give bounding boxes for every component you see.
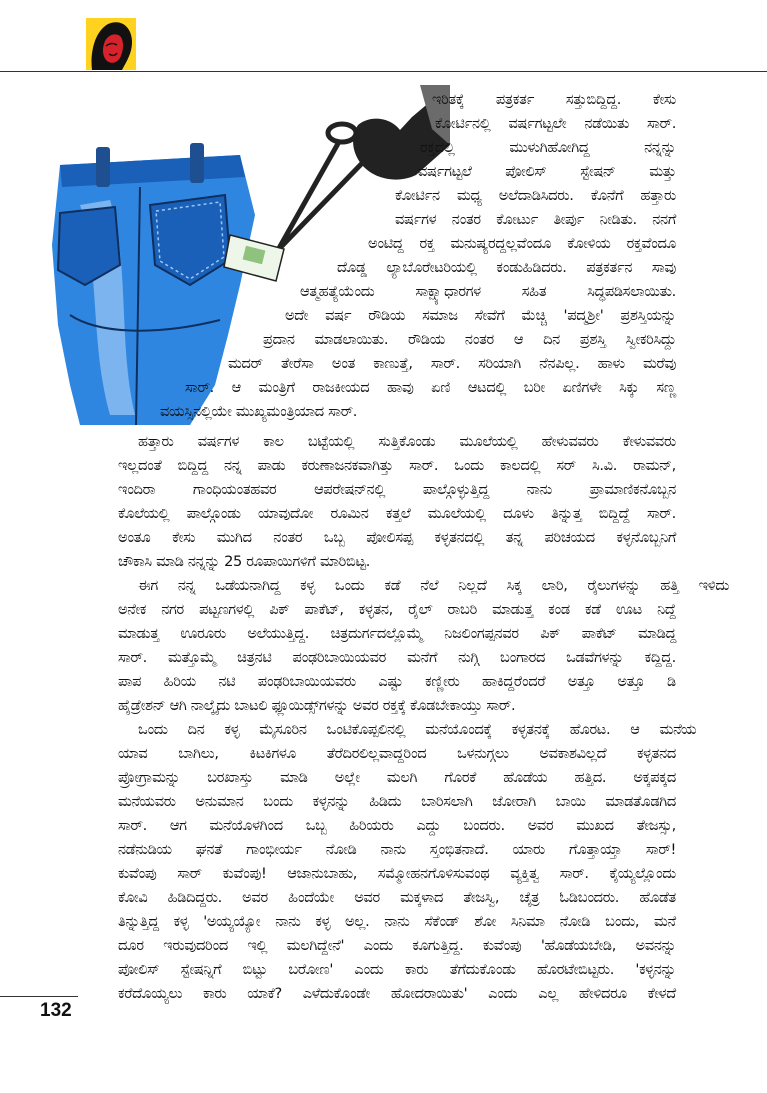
wrapped-text-line: ಅಂಟಿದ್ದ ರಕ್ತ ಮನುಷ್ಯರದ್ದಲ್ಲವೆಂದೂ ಕೋಳಿಯ ರಕ್ತವೆಂದೂ — [368, 235, 676, 252]
paragraph-text-line: ಅಂತೂ ಕೇಸು ಮುಗಿದ ನಂತರ ಒಬ್ಬ ಪೋಲಿಸಪ್ಪ ಕಳ್ಳತನದಲ್ಲಿ ತನ್ನ ಪರಿಚಯದ ಕಳ್ಳನೊಬ್ಬನಿಗೆ — [118, 529, 676, 546]
header-rule — [0, 71, 767, 72]
wrapped-text-line: ವರ್ಷಗಟ್ಟಲೆ ಪೋಲಿಸ್ ಸ್ಟೇಷನ್ ಮತ್ತು — [418, 163, 676, 180]
page-number: 132 — [40, 1000, 72, 1021]
wrapped-text-line: ಪ್ರದಾನ ಮಾಡಲಾಯಿತು. ರೌಡಿಯ ನಂತರ ಆ ದಿನ ಪ್ರಶಸ್ತಿ ಸ್ವೀಕರಿಸಿದ್ದು — [263, 331, 676, 348]
wrapped-text-line: ದೊಡ್ಡ ಲ್ಯಾಬೊರೇಟರಿಯಲ್ಲಿ ಕಂಡುಹಿಡಿದರು. ಪತ್ರಕರ್ತನ ಸಾವು — [337, 259, 676, 276]
paragraph-text-line: ಇಲ್ಲದಂತೆ ಬಿದ್ದಿದ್ದ ನನ್ನ ಪಾಡು ಕರುಣಾಜನಕವಾಗಿತ್ತು ಸಾರ್. ಒಂದು ಕಾಲದಲ್ಲಿ ಸರ್ ಸಿ.ವಿ. ರಾಮನ್, — [118, 457, 676, 474]
paragraph-text-line: ಕೋವಿ ಹಿಡಿದಿದ್ದರು. ಅವರ ಹಿಂದೆಯೇ ಅವರ ಮಕ್ಕಳಾದ ತೇಜಸ್ವಿ, ಚೈತ್ರ ಓಡಿಬಂದರು. ಹೊಡೆತ — [118, 889, 676, 906]
footer-rule — [0, 996, 78, 997]
paragraph-text-line: ಹತ್ತಾರು ವರ್ಷಗಳ ಕಾಲ ಬಟ್ಟೆಯಲ್ಲಿ ಸುತ್ತಿಕೊಂಡು ಮೂಲೆಯಲ್ಲಿ ಹೇಳುವವರು ಕೇಳುವವರು — [138, 433, 676, 450]
woman-face-logo-icon — [86, 18, 136, 70]
paragraph-text-line: ಮಾಡುತ್ತ ಊರೂರು ಅಲೆಯುತ್ತಿದ್ದ. ಚಿತ್ರದುರ್ಗದಲ್ಲೊಮ್ಮೆ ನಿಜಲಿಂಗಪ್ಪನವರ ಪಿಕ್ ಪಾಕೆಟ್ ಮಾಡಿದ್ದ — [118, 625, 676, 642]
paragraph-text-line: ಕುವೆಂಪು ಸಾರ್ ಕುವೆಂಪು! ಆಜಾನುಬಾಹು, ಸಮ್ಮೋಹನಗೊಳಿಸುವಂಥ ವ್ಯಕ್ತಿತ್ವ ಸಾರ್. ಕೈಯ್ಯಲ್ಲೊಂದು — [118, 865, 676, 882]
paragraph-text-line: ಕರೆದೊಯ್ಯಲು ಕಾರು ಯಾಕೆ? ಎಳೆದುಕೊಂಡೇ ಹೋದರಾಯಿತು' ಎಂದು ಎಲ್ಲ ಹೇಳಿದರೂ ಕೇಳದೆ — [118, 985, 676, 1002]
wrapped-text-line: ಕೋರ್ಟಿನಲ್ಲಿ ವರ್ಷಗಟ್ಟಲೇ ನಡೆಯಿತು ಸಾರ್. — [435, 115, 676, 132]
paragraph-text-line: ಕೊಲೆಯಲ್ಲಿ ಪಾಲ್ಗೊಂಡು ಯಾವುದೋ ರೂಮಿನ ಕತ್ತಲೆ ಮೂಲೆಯಲ್ಲಿ ದೂಳು ತಿನ್ನುತ್ತ ಬಿದ್ದಿದ್ದೆ ಸಾರ್. — [118, 505, 676, 522]
paragraph-text-line: ದೂರ ಇರುವುದರಿಂದ ಇಲ್ಲಿ ಮಲಗಿದ್ದೇನೆ' ಎಂದು ಕೂಗುತ್ತಿದ್ದ. ಕುವೆಂಪು 'ಹೊಡೆಯಬೇಡಿ, ಅವನನ್ನು — [118, 937, 676, 954]
paragraph-text-line: ಈಗ ನನ್ನ ಒಡೆಯನಾಗಿದ್ದ ಕಳ್ಳ ಒಂದು ಕಡೆ ನೆಲೆ ನಿಲ್ಲದೆ ಸಿಕ್ಕ ಲಾರಿ, ರೈಲುಗಳನ್ನು ಹತ್ತಿ ಇಳಿದು — [138, 577, 730, 594]
wrapped-text-line: ರಕ್ತದಲ್ಲಿ ಮುಳುಗಿಹೋಗಿದ್ದ ನನ್ನನ್ನು — [420, 139, 676, 156]
wrapped-text-line: ವಯಸ್ಸಿನಲ್ಲಿಯೇ ಮುಖ್ಯಮಂತ್ರಿಯಾದ ಸಾರ್. — [160, 403, 358, 420]
wrapped-text-line: ವರ್ಷಗಳ ನಂತರ ಕೋರ್ಟು ತೀರ್ಪು ನೀಡಿತು. ನನಗೆ — [395, 211, 676, 228]
paragraph-text-line: ಚೌಕಾಸಿ ಮಾಡಿ ನನ್ನನ್ನು 25 ರೂಪಾಯಿಗಳಿಗೆ ಮಾರಿಬಿಟ್ಟ. — [118, 553, 370, 570]
paragraph-text-line: ಪೋಲಿಸ್ ಸ್ಟೇಷನ್ನಿಗೆ ಬಿಟ್ಟು ಬರೋಣ' ಎಂದು ಕಾರು ತೆಗೆದುಕೊಂಡು ಹೊರಟೇಬಿಟ್ಟರು. 'ಕಳ್ಳನನ್ನು — [118, 961, 676, 978]
wrapped-text-line: ಅದೇ ವರ್ಷ ರೌಡಿಯ ಸಮಾಜ ಸೇವೆಗೆ ಮೆಚ್ಚಿ 'ಪದ್ಮಶ್ರೀ' ಪ್ರಶಸ್ತಿಯನ್ನು — [285, 307, 676, 324]
paragraph-text-line: ಅನೇಕ ನಗರ ಪಟ್ಟಣಗಳಲ್ಲಿ ಪಿಕ್ ಪಾಕೆಟ್, ಕಳ್ಳತನ, ರೈಲ್ ರಾಬರಿ ಮಾಡುತ್ತ ಕಂಡ ಕಡೆ ಊಟ ನಿದ್ದೆ — [118, 601, 676, 618]
paragraph-text-line: ಒಂದು ದಿನ ಕಳ್ಳ ಮೈಸೂರಿನ ಒಂಟಿಕೊಪ್ಪಲಿನಲ್ಲಿ ಮನೆಯೊಂದಕ್ಕೆ ಕಳ್ಳತನಕ್ಕೆ ಹೊರಟ. ಆ ಮನೆಯ — [138, 721, 697, 738]
paragraph-text-line: ಸಾರ್. ಆಗ ಮನೆಯೊಳಗಿಂದ ಒಬ್ಬ ಹಿರಿಯರು ಎದ್ದು ಬಂದರು. ಅವರ ಮುಖದ ತೇಜಸ್ಸು, — [118, 817, 676, 834]
paragraph-text-line: ಪ್ರೋಗ್ರಾಮನ್ನು ಬರಖಾಸ್ತು ಮಾಡಿ ಅಲ್ಲೇ ಮಲಗಿ ಗೊರಕೆ ಹೊಡೆಯ ಹತ್ತಿದ. ಅಕ್ಕಪಕ್ಕದ — [118, 769, 676, 786]
paragraph-text-line: ಪಾಪ ಹಿರಿಯ ನಟಿ ಪಂಢರಿಬಾಯಿಯವರು ಎಷ್ಟು ಕಣ್ಣೀರು ಹಾಕಿದ್ದರೆಂದರೆ ಅತ್ತೂ ಅತ್ತೂ ಡಿ — [118, 673, 676, 690]
wrapped-text-line: ಮದರ್ ತೇರೆಸಾ ಅಂತ ಕಾಣುತ್ತೆ, ಸಾರ್. ಸರಿಯಾಗಿ ನೆನಪಿಲ್ಲ. ಹಾಳು ಮರೆವು — [228, 355, 676, 372]
wrapped-text-line: ಕೋರ್ಟಿನ ಮಧ್ಯ ಅಲೆದಾಡಿಸಿದರು. ಕೊನೆಗೆ ಹತ್ತಾರು — [395, 187, 676, 204]
wrapped-text-line: ಆತ್ಮಹತ್ಯೆಯೆಂದು ಸಾಕ್ಷ್ಯಾಧಾರಗಳ ಸಹಿತ ಸಿದ್ಧಪಡಿಸಲಾಯಿತು. — [300, 283, 676, 300]
paragraph-text-line: ಸಾರ್. ಮತ್ತೊಮ್ಮೆ ಚಿತ್ರನಟಿ ಪಂಢರಿಬಾಯಿಯವರ ಮನೆಗೆ ನುಗ್ಗಿ ಬಂಗಾರದ ಒಡವೆಗಳನ್ನು ಕದ್ದಿದ್ದ. — [118, 649, 676, 666]
wrapped-text-line: ಇರಿತಕ್ಕೆ ಪತ್ರಕರ್ತ ಸತ್ತುಬಿದ್ದಿದ್ದ. ಕೇಸು — [432, 91, 676, 108]
paragraph-text-line: ನಡೆನುಡಿಯ ಘನತೆ ಗಾಂಭೀರ್ಯ ನೋಡಿ ನಾನು ಸ್ತಂಭಿತನಾದೆ. ಯಾರು ಗೊತ್ತಾ‌ಯ್ತಾ ಸಾರ್! — [118, 841, 676, 858]
paragraph-text-line: ತಿನ್ನುತ್ತಿದ್ದ ಕಳ್ಳ 'ಅಯ್ಯಯ್ಯೋ ನಾನು ಕಳ್ಳ ಅಲ್ಲ. ನಾನು ಸೆಕೆಂಡ್ ಶೋ ಸಿನಿಮಾ ನೋಡಿ ಬಂದು, ಮನೆ — [118, 913, 676, 930]
header-logo — [86, 18, 136, 70]
paragraph-text-line: ಇಂದಿರಾ ಗಾಂಧಿಯಂತಹವರ ಆಪರೇಷನ್‌ನಲ್ಲಿ ಪಾಲ್ಗೊಳ್ಳುತ್ತಿದ್ದ ನಾನು ಪ್ರಾಮಾಣಿಕನೊಬ್ಬನ — [118, 481, 676, 498]
paragraph-text-line: ಮನೆಯವರು ಅನುಮಾನ ಬಂದು ಕಳ್ಳನನ್ನು ಹಿಡಿದು ಬಾರಿಸಲಾಗಿ ಜೋರಾಗಿ ಬಾಯಿ ಮಾಡತೊಡಗಿದ — [118, 793, 676, 810]
paragraph-text-line: ಹೈಡ್ರೇಶನ್ ಆಗಿ ನಾಲ್ಕೈದು ಬಾಟಲಿ ಫ್ಲೂಯಿಡ್ಸ್‌ಗಳನ್ನು ಅವರ ರಕ್ತಕ್ಕೆ ಕೊಡಬೇಕಾಯ್ತು ಸಾರ್. — [118, 697, 516, 714]
wrapped-text-line: ಸಾರ್. ಆ ಮಂತ್ರಿಗೆ ರಾಜಕೀಯದ ಹಾವು ಏಣಿ ಆಟದಲ್ಲಿ ಬರೀ ಏಣಿಗಳೇ ಸಿಕ್ಕು ಸಣ್ಣ — [185, 379, 676, 396]
paragraph-text-line: ಯಾವ ಬಾಗಿಲು, ಕಿಟಕಿಗಳೂ ತೆರೆದಿರಲಿಲ್ಲವಾದ್ದರಿಂದ ಒಳನುಗ್ಗಲು ಅವಕಾಶವಿಲ್ಲದೆ ಕಳ್ಳತನದ — [118, 745, 676, 762]
